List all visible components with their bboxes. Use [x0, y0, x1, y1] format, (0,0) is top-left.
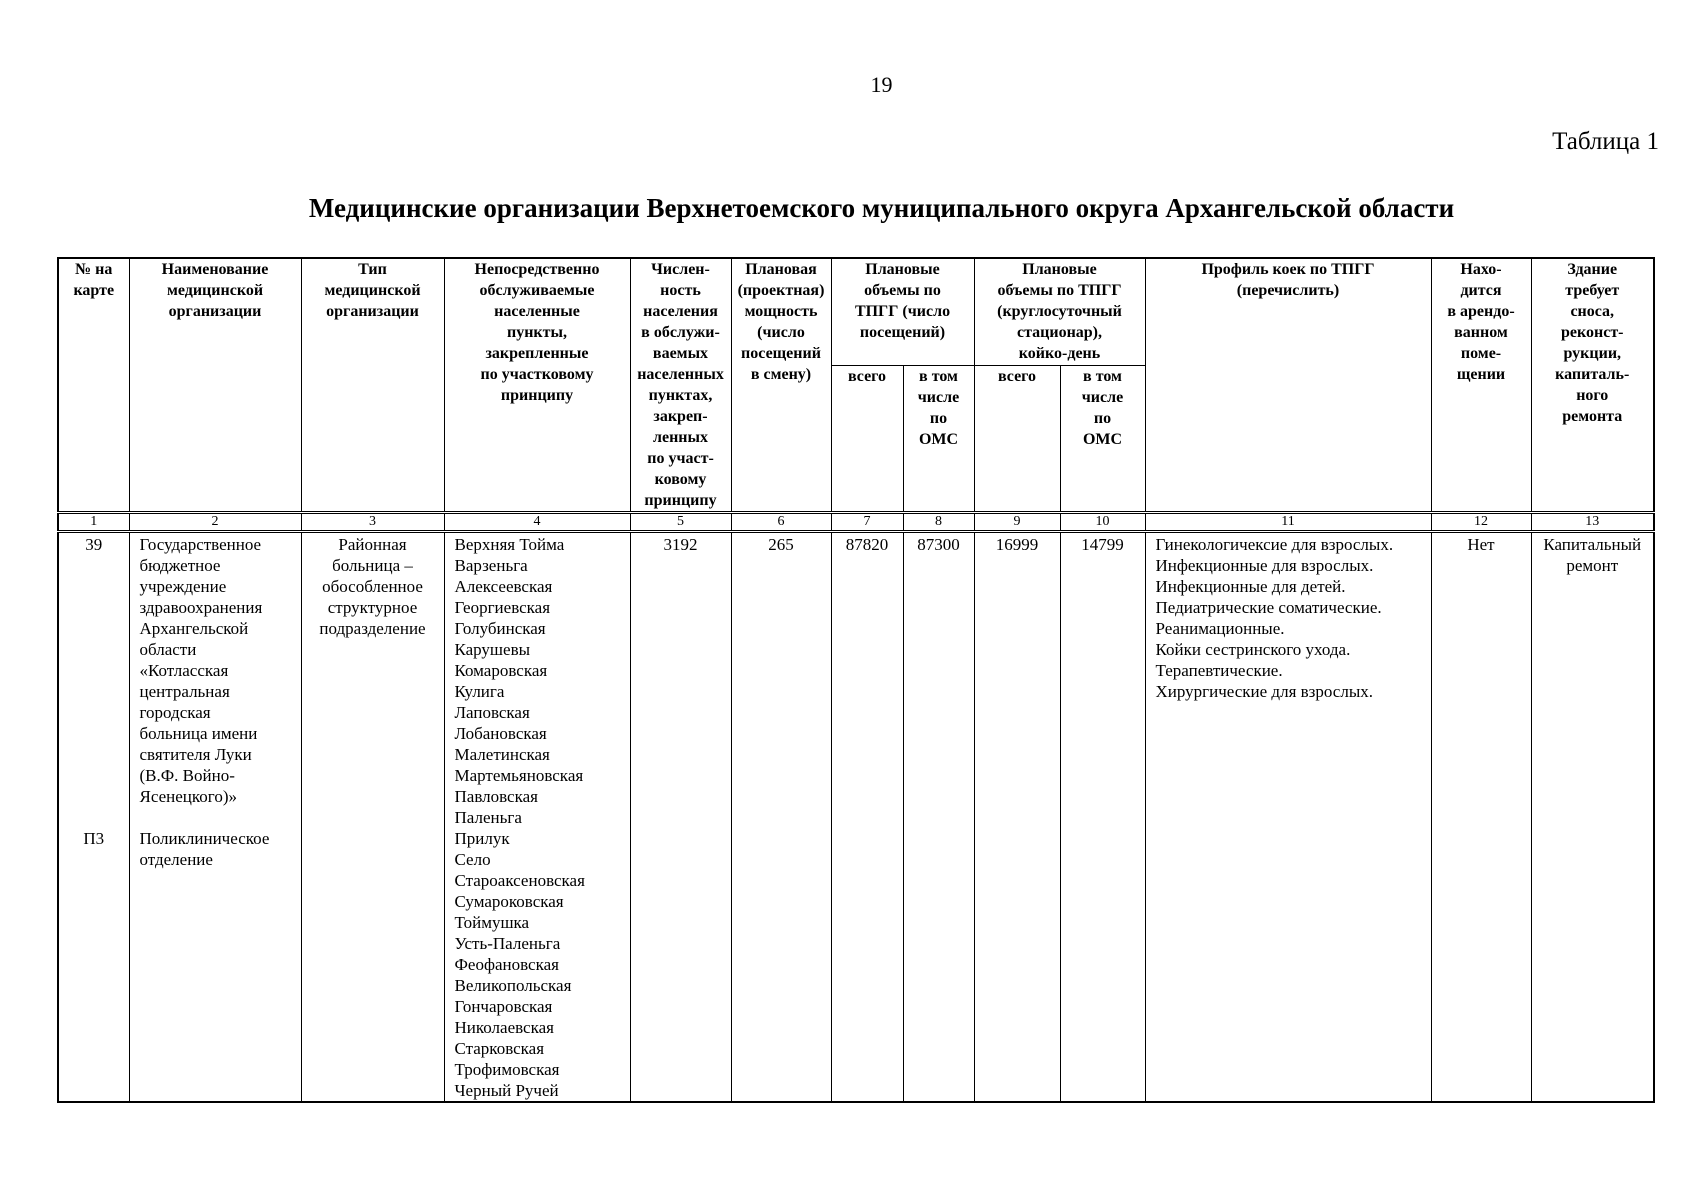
text-line: Староаксеновская	[454, 871, 585, 890]
map-number: 39	[85, 535, 103, 554]
text-line: Гончаровская	[454, 997, 553, 1016]
text-line: ТПГГ (число	[854, 303, 951, 320]
text-line: учреждение	[139, 577, 227, 596]
text-line: по участ-	[647, 450, 714, 467]
text-line: здравоохранения	[139, 598, 263, 617]
text-line: «Котласская	[139, 661, 229, 680]
text-line: ремонт	[1566, 556, 1619, 575]
text-line: ного	[1576, 387, 1609, 404]
text-line: Георгиевская	[454, 598, 551, 617]
text-line: Сумароковская	[454, 892, 564, 911]
text-line: пункты,	[506, 324, 567, 341]
text-line: обособленное	[322, 577, 423, 596]
text-line: Профиль коек по ТПГГ	[1201, 261, 1375, 278]
text-line: Хирургические для взрослых.	[1155, 682, 1374, 701]
text-line: Числен-	[651, 261, 710, 278]
text-line: закрепленные	[485, 345, 589, 362]
text-line: Лаповская	[454, 703, 530, 722]
page-number: 19	[870, 72, 893, 97]
text-line: медицинской	[324, 282, 421, 299]
text-line: Плановая	[745, 261, 817, 278]
text-line: (круглосуточный	[997, 303, 1122, 320]
beddays-oms-cell: 14799	[1060, 532, 1145, 1103]
text-line: больница имени	[139, 724, 258, 743]
settlements-cell	[444, 532, 630, 1103]
text-line: Реанимационные.	[1155, 619, 1285, 638]
map-number-2: П3	[83, 829, 105, 848]
text-line: организации	[326, 303, 419, 320]
text-line: ваемых	[652, 345, 709, 362]
text-line: ковому	[654, 471, 707, 488]
text-line: Прилук	[454, 829, 510, 848]
text-line: в том	[919, 367, 958, 385]
header-settlements	[444, 258, 630, 513]
header-org-name	[129, 258, 301, 513]
building-cell	[1531, 532, 1654, 1103]
text-line: Поликлиническое	[139, 829, 270, 848]
text-line: ОМС	[1082, 430, 1123, 448]
text-line: Паленьга	[454, 808, 522, 827]
column-number: 1	[58, 513, 129, 532]
text-line: ленных	[652, 429, 708, 446]
column-number: 13	[1531, 513, 1654, 532]
text-line: Государственное	[139, 535, 262, 554]
text-line: организации	[168, 303, 262, 320]
text-line: по участковому	[480, 366, 594, 383]
text-line: области	[139, 640, 197, 659]
text-line: (перечислить)	[1236, 282, 1340, 299]
text-line: Усть-Паленьга	[454, 934, 561, 953]
text-line: требует	[1565, 282, 1620, 299]
text-line: в обслужи-	[641, 324, 720, 341]
header-org-type	[301, 258, 444, 513]
text-line: Архангельской	[139, 619, 249, 638]
text-line: капиталь-	[1555, 366, 1630, 383]
text-line: Карушевы	[454, 640, 531, 659]
text-line: объемы по	[864, 282, 941, 299]
text-line: числе	[1081, 388, 1124, 406]
text-line: населения	[643, 303, 718, 320]
visits-oms-cell: 87300	[903, 532, 974, 1103]
column-number: 4	[444, 513, 630, 532]
text-line: Плановые	[865, 261, 940, 278]
column-number: 6	[731, 513, 831, 532]
text-line: Малетинская	[454, 745, 550, 764]
text-line: ремонта	[1562, 408, 1623, 425]
text-line: числе	[917, 388, 960, 406]
text-line: Районная	[338, 535, 407, 554]
table-row	[58, 532, 1654, 1103]
text-line: Старковская	[454, 1039, 545, 1058]
text-line: Верхняя Тойма	[454, 535, 565, 554]
column-number: 8	[903, 513, 974, 532]
text-line: Алексеевская	[454, 577, 553, 596]
text-line: Инфекционные для взрослых.	[1155, 556, 1374, 575]
text-line: сноса,	[1570, 303, 1615, 320]
text-line: медицинской	[166, 282, 264, 299]
text-line: (проектная)	[737, 282, 825, 299]
header-visits	[831, 258, 974, 365]
text-line: Феофановская	[454, 955, 559, 974]
text-line: Лобановская	[454, 724, 547, 743]
text-line: в смену)	[750, 366, 812, 383]
header-beddays-total: всего	[974, 365, 1060, 512]
leased-cell: Нет	[1431, 532, 1531, 1103]
text-line: реконст-	[1560, 324, 1624, 341]
text-line: Комаровская	[454, 661, 548, 680]
text-line: Педиатрические соматические.	[1155, 598, 1382, 617]
text-line: ОМС	[918, 430, 959, 448]
text-line: Черный Ручей	[454, 1081, 559, 1100]
text-line: Здание	[1567, 261, 1618, 278]
text-line: койко-день	[1018, 345, 1101, 362]
text-line: пунктах,	[648, 387, 713, 404]
text-line: щении	[1456, 366, 1506, 383]
text-line: Плановые	[1022, 261, 1097, 278]
text-line: в арендо-	[1447, 303, 1515, 320]
column-number: 2	[129, 513, 301, 532]
text-line: отделение	[139, 850, 213, 869]
text-line: рукции,	[1563, 345, 1622, 362]
text-line: по	[929, 409, 948, 427]
column-number: 12	[1431, 513, 1531, 532]
text-line: структурное	[327, 598, 418, 617]
text-line: дится	[1460, 282, 1502, 299]
text-line: Варзеньга	[454, 556, 528, 575]
text-line: бюджетное	[139, 556, 221, 575]
column-number: 7	[831, 513, 903, 532]
text-line: населенные	[494, 303, 580, 320]
text-line: подразделение	[319, 619, 426, 638]
text-line: Великопольская	[454, 976, 572, 995]
text-line: Инфекционные для детей.	[1155, 577, 1346, 596]
header-map-number	[58, 258, 129, 513]
header-visits-oms	[903, 365, 974, 512]
text-line: ность	[660, 282, 701, 299]
beddays-total-cell: 16999	[974, 532, 1060, 1103]
text-line: Мартемьяновская	[454, 766, 584, 785]
text-line: Койки сестринского ухода.	[1155, 640, 1351, 659]
text-line: ванном	[1454, 324, 1508, 341]
document-title: Медицинские организации Верхнетоемского муниципального округа Архангельской области	[308, 193, 1455, 223]
header-leased	[1431, 258, 1531, 513]
text-line: закреп-	[653, 408, 708, 425]
text-line: поме-	[1460, 345, 1502, 362]
text-line: в том	[1083, 367, 1122, 385]
text-line: (число	[757, 324, 805, 341]
text-line: принципу	[500, 387, 574, 404]
column-number: 10	[1060, 513, 1145, 532]
text-line: Тоймушка	[454, 913, 530, 932]
header-bed-profiles	[1145, 258, 1431, 513]
org-type-cell	[301, 532, 444, 1103]
text-line: Гинекологичексие для взрослых.	[1155, 535, 1394, 554]
text-line: по	[1093, 409, 1112, 427]
text-line: Кулига	[454, 682, 505, 701]
header-building	[1531, 258, 1654, 513]
text-line: Наименование	[161, 261, 269, 278]
text-line: посещений)	[859, 324, 946, 341]
text-line: Непосредственно	[474, 261, 600, 278]
text-line: городская	[139, 703, 211, 722]
text-line: Голубинская	[454, 619, 546, 638]
header-beddays-oms	[1060, 365, 1145, 512]
column-number: 3	[301, 513, 444, 532]
header-capacity	[731, 258, 831, 513]
text-line: Павловская	[454, 787, 538, 806]
text-line: стационар),	[1016, 324, 1103, 341]
visits-total-cell: 87820	[831, 532, 903, 1103]
text-line: карте	[73, 282, 115, 299]
column-number-row	[58, 513, 1654, 532]
header-visits-total: всего	[831, 365, 903, 512]
text-line: Николаевская	[454, 1018, 554, 1037]
text-line: Тип	[358, 261, 387, 278]
organizations-table	[57, 257, 1655, 1103]
population-cell: 3192	[630, 532, 731, 1103]
text-line: больница –	[332, 556, 413, 575]
bed-profiles-cell	[1145, 532, 1431, 1103]
capacity-cell: 265	[731, 532, 831, 1103]
table-label: Таблица 1	[1552, 128, 1659, 155]
text-line: Нахо-	[1460, 261, 1502, 278]
text-line: Ясенецкого)»	[139, 787, 237, 806]
text-line: Терапевтические.	[1155, 661, 1283, 680]
header-bed-days	[974, 258, 1145, 365]
org-name-cell	[129, 532, 301, 1103]
text-line: объемы по ТПГГ	[997, 282, 1122, 299]
column-number: 11	[1145, 513, 1431, 532]
column-number: 9	[974, 513, 1060, 532]
text-line: № на	[75, 261, 113, 278]
text-line: посещений	[741, 345, 821, 362]
text-line: обслуживаемые	[479, 282, 595, 299]
text-line: святителя Луки	[139, 745, 252, 764]
header-population	[630, 258, 731, 513]
text-line: мощность	[744, 303, 818, 320]
text-line: принципу	[644, 492, 717, 509]
text-line: Село	[454, 850, 491, 869]
text-line: Трофимовская	[454, 1060, 560, 1079]
column-number: 5	[630, 513, 731, 532]
text-line: центральная	[139, 682, 230, 701]
map-number-cell	[58, 532, 129, 1103]
text-line: населенных	[637, 366, 724, 383]
text-line: (В.Ф. Войно-	[139, 766, 235, 785]
text-line: Капитальный	[1543, 535, 1642, 554]
